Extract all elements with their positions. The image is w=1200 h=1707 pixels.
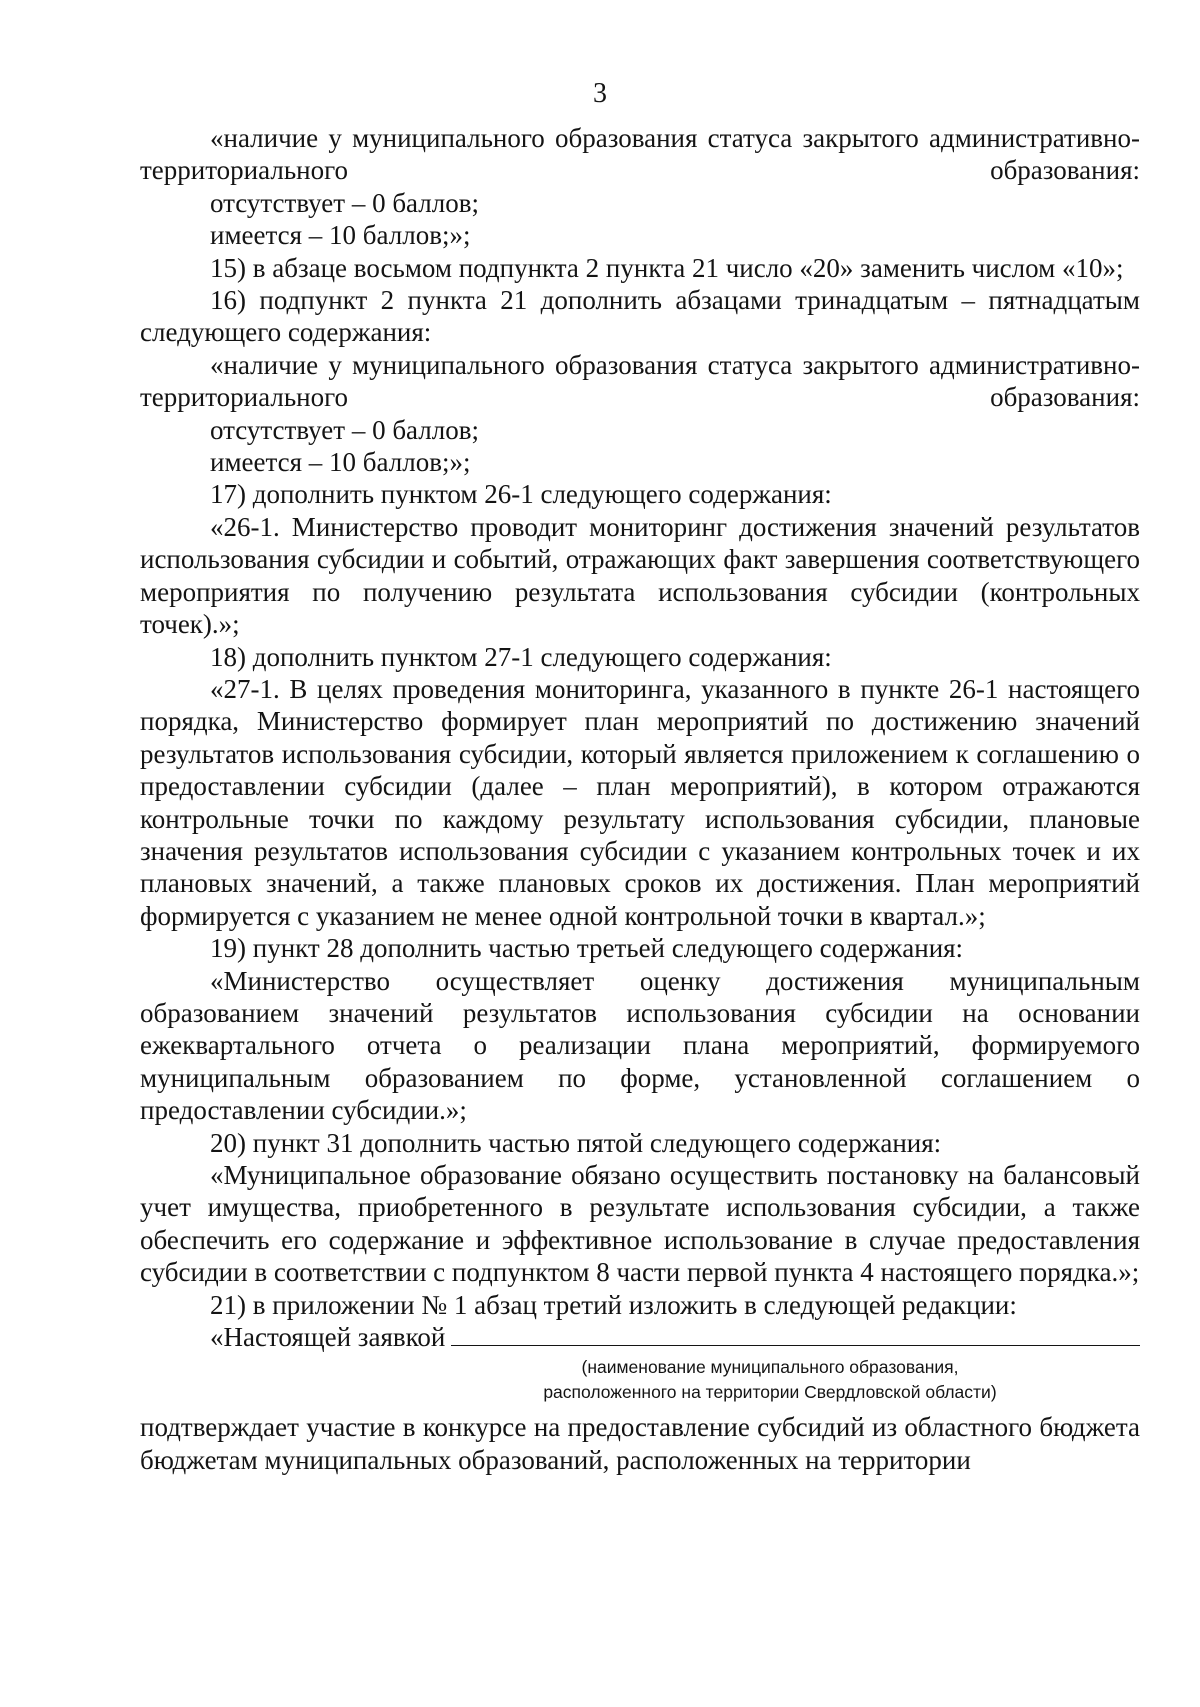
paragraph: «наличие у муниципального образования статуса закрытого административно-территориального образования:	[140, 123, 1140, 186]
paragraph: «26-1. Министерство проводит мониторинг достижения значений результатов использования субсидии и событий, отражающих факт завершения соответствующего мероприятия по получению результата использования субсидии (контрольных точек).»;	[140, 511, 1140, 640]
paragraph: 15) в абзаце восьмом подпункта 2 пункта 21 число «20» заменить числом «10»;	[210, 252, 1124, 283]
paragraph: «Министерство осуществляет оценку достижения муниципальным образованием значений результатов использования субсидии на основании ежеквартального отчета о реализации плана мероприятий, формируемого муниципальным образованием по форме, установленной соглашением о предоставлении субсидии.»;	[140, 965, 1140, 1126]
paragraph: 16) подпункт 2 пункта 21 дополнить абзацами тринадцатым – пятнадцатым следующего содержания:	[140, 285, 1140, 348]
paragraph: 19) пункт 28 дополнить частью третьей следующего содержания:	[210, 933, 964, 964]
page-number: 3	[593, 78, 607, 109]
blank-fill-line	[451, 1345, 1140, 1346]
paragraph: 21) в приложении № 1 абзац третий изложить в следующей редакции:	[210, 1289, 1017, 1320]
paragraph: имеется – 10 баллов;»;	[210, 447, 471, 478]
paragraph: 17) дополнить пунктом 26-1 следующего содержания:	[210, 479, 832, 510]
application-name-field	[140, 1321, 1140, 1353]
paragraph: отсутствует – 0 баллов;	[210, 414, 479, 445]
paragraph: «27-1. В целях проведения мониторинга, указанного в пункте 26-1 настоящего порядка, Министерство формирует план мероприятий по достижению значений результатов использования субсидии, который является приложением к соглашению о предоставлении субсидии (далее – план мероприятий), в котором отражаются контрольные точки по каждому результату использования субсидии, плановые значения результатов использования субсидии с указанием контрольных точек и их плановых значений, а также плановых сроков их достижения. План мероприятий формируется с указанием не менее одной контрольной точки в квартал.»;	[140, 673, 1140, 931]
field-caption	[510, 1355, 1030, 1405]
paragraph: «Муниципальное образование обязано осуществить постановку на балансовый учет имущества, приобретенного в результате использования субсидии, а также обеспечить его содержание и эффективное использование в случае предоставления субсидии в соответствии с подпунктом 8 части первой пункта 4 настоящего порядка.»;	[140, 1160, 1140, 1288]
field-label: «Настоящей заявкой	[210, 1322, 446, 1353]
paragraph: 20) пункт 31 дополнить частью пятой следующего содержания:	[210, 1127, 942, 1158]
paragraph: отсутствует – 0 баллов;	[210, 187, 479, 218]
caption-line: расположенного на территории Свердловской области)	[543, 1382, 997, 1403]
paragraph: имеется – 10 баллов;»;	[210, 220, 471, 251]
caption-line: (наименование муниципального образования,	[581, 1357, 959, 1378]
closing-paragraph: подтверждает участие в конкурсе на предоставление субсидий из областного бюджета бюджетам муниципальных образований, расположенных на территории	[140, 1412, 1140, 1475]
document-body	[140, 122, 1140, 1476]
paragraph: «наличие у муниципального образования статуса закрытого административно-территориального образования:	[140, 349, 1140, 413]
paragraph: 18) дополнить пунктом 27-1 следующего содержания:	[210, 641, 832, 672]
